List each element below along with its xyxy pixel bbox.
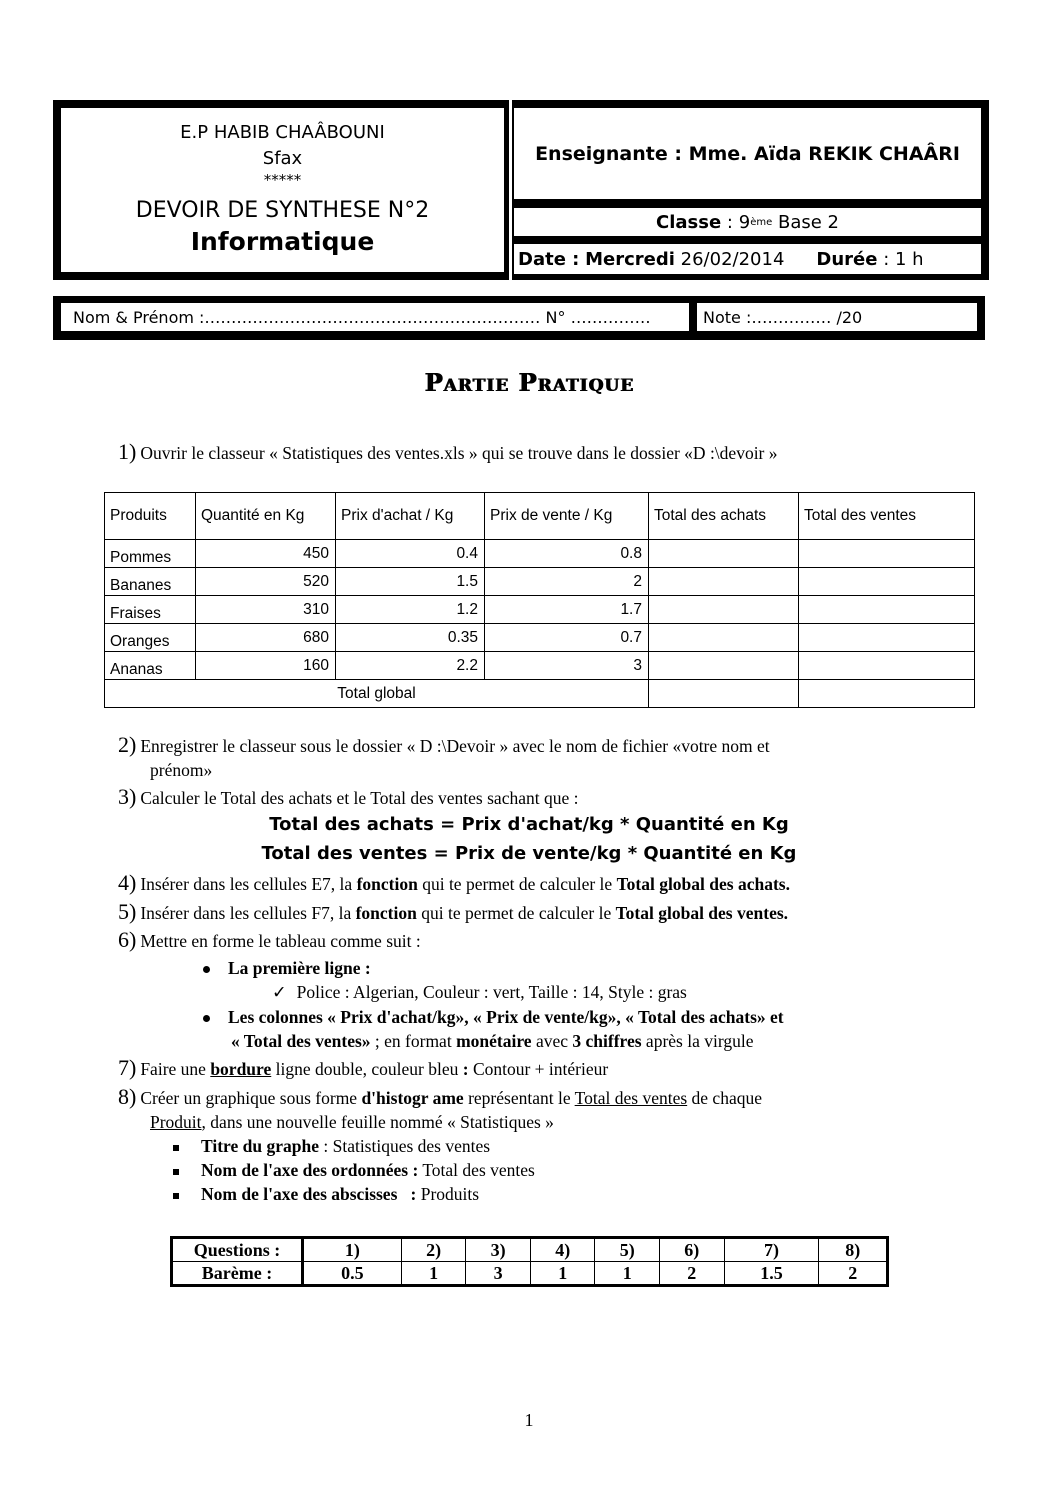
bullet-text: après la virgule <box>641 1031 754 1051</box>
student-info-box <box>53 296 985 340</box>
question-1 <box>118 440 778 465</box>
bareme-points-row <box>172 1262 888 1286</box>
total-global-label: Total global <box>105 680 649 708</box>
question-number: 1) <box>118 439 137 464</box>
question-text: ligne double, couleur bleu <box>271 1059 463 1079</box>
cell-total-global-ventes <box>799 680 975 708</box>
cell-total-achats <box>649 652 799 680</box>
question-number: 7) <box>118 1055 137 1080</box>
page-number: 1 <box>524 1410 534 1430</box>
question-text: Mettre en forme le tableau comme suit : <box>140 931 421 951</box>
cell-achat: 0.35 <box>336 624 485 652</box>
table-row <box>105 596 975 624</box>
question-text: Créer un graphique sous forme <box>140 1088 362 1108</box>
bareme-table <box>170 1236 889 1287</box>
cell-achat: 1.5 <box>336 568 485 596</box>
section-title: Partie Pratique <box>424 368 634 397</box>
question-bold: : <box>462 1059 469 1079</box>
subject-title: Informatique <box>190 227 375 256</box>
question-bold: fonction <box>355 903 417 923</box>
bareme-questions-row <box>172 1238 888 1262</box>
cell-vente: 1.7 <box>485 596 649 624</box>
question-number: 2) <box>118 732 137 757</box>
class-name: Base 2 <box>777 211 839 233</box>
bullet-icon <box>203 1015 210 1022</box>
question-text: Insérer dans les cellules E7, la <box>140 874 357 894</box>
cell-total-achats <box>649 624 799 652</box>
cell-quantite: 450 <box>196 540 336 568</box>
bullet-bold: monétaire <box>456 1031 532 1051</box>
cell-quantite: 680 <box>196 624 336 652</box>
points-cell: 3 <box>466 1262 531 1286</box>
questions-label: Questions : <box>172 1238 303 1262</box>
question-number: 6) <box>118 927 137 952</box>
item-bold: Titre du graphe <box>201 1136 319 1156</box>
student-name-field[interactable]: Nom & Prénom :……………………………………………………… N° …………… <box>61 303 689 331</box>
cell-quantite: 160 <box>196 652 336 680</box>
question-text: Contour + intérieur <box>468 1059 609 1079</box>
check-icon: ✓ <box>272 982 287 1002</box>
question-bold: Total global des ventes. <box>615 903 789 923</box>
sub-bullet-text: Police : Algerian, Couleur : vert, Taille : 14, Style : gras <box>296 982 687 1002</box>
question-8-line2 <box>150 1110 554 1134</box>
question-cell: 7) <box>724 1238 819 1262</box>
table-row <box>105 540 975 568</box>
cell-vente: 0.8 <box>485 540 649 568</box>
bullet-text: La première ligne : <box>228 958 371 978</box>
header-divider <box>509 100 512 280</box>
question-5 <box>118 900 788 925</box>
teacher-name: Mme. Aïda REKIK CHAÂRI <box>688 142 960 165</box>
x-axis-item <box>173 1182 479 1206</box>
teacher-block <box>514 108 981 199</box>
date-value: 26/02/2014 <box>680 248 785 270</box>
cell-achat: 0.4 <box>336 540 485 568</box>
school-city: Sfax <box>262 148 303 169</box>
bullet-first-row <box>203 956 371 980</box>
y-axis-item <box>173 1158 535 1182</box>
total-row <box>105 680 975 708</box>
question-cell: 4) <box>530 1238 595 1262</box>
cell-vente: 3 <box>485 652 649 680</box>
bullet-text: ; en format <box>370 1031 457 1051</box>
stars-divider: ***** <box>263 171 302 189</box>
class-level: 9 <box>738 211 751 233</box>
question-6 <box>118 928 421 953</box>
cell-vente: 2 <box>485 568 649 596</box>
table-row <box>105 652 975 680</box>
cell-vente: 0.7 <box>485 624 649 652</box>
header-prix-achat: Prix d'achat / Kg <box>336 493 485 540</box>
cell-total-ventes <box>799 652 975 680</box>
sub-bullet-police <box>272 980 687 1004</box>
header-quantite: Quantité en Kg <box>196 493 336 540</box>
cell-total-achats <box>649 596 799 624</box>
question-2-line2: prénom» <box>150 760 213 780</box>
item-bold: Nom de l'axe des abscisses : <box>201 1184 417 1204</box>
points-cell: 1 <box>401 1262 466 1286</box>
header-total-ventes: Total des ventes <box>799 493 975 540</box>
cell-quantite: 520 <box>196 568 336 596</box>
question-number: 4) <box>118 870 137 895</box>
cell-produit: Pommes <box>105 540 196 568</box>
cell-produit: Oranges <box>105 624 196 652</box>
question-cell: 8) <box>819 1238 888 1262</box>
question-text: Calculer le Total des achats et le Total des ventes sachant que : <box>140 788 579 808</box>
class-label: Classe <box>656 211 722 233</box>
points-cell: 1.5 <box>724 1262 819 1286</box>
class-sup: ème <box>750 216 773 228</box>
question-bold: fonction <box>356 874 418 894</box>
points-cell: 2 <box>819 1262 888 1286</box>
duration-value: : 1 h <box>883 248 924 270</box>
square-bullet-icon <box>173 1145 179 1151</box>
date-block <box>514 244 981 274</box>
table-header-row <box>105 493 975 540</box>
exam-header <box>53 100 989 280</box>
school-name: E.P HABIB CHAÂBOUNI <box>180 122 385 143</box>
sales-table <box>104 492 975 708</box>
bullet-text: avec <box>531 1031 573 1051</box>
bullet-text: Les colonnes « Prix d'achat/kg», « Prix de vente/kg», « Total des achats» et <box>228 1007 784 1027</box>
chart-title-item <box>173 1134 490 1158</box>
bullet-bold: 3 chiffres <box>572 1031 642 1051</box>
question-number: 3) <box>118 784 137 809</box>
cell-total-ventes <box>799 624 975 652</box>
cell-produit: Ananas <box>105 652 196 680</box>
bullet-columns-line2 <box>231 1029 753 1053</box>
question-text: , dans une nouvelle feuille nommé « Statistiques » <box>201 1112 554 1132</box>
header-total-achats: Total des achats <box>649 493 799 540</box>
cell-quantite: 310 <box>196 596 336 624</box>
duration-label: Durée <box>816 248 878 270</box>
question-bold: Total global des achats. <box>616 874 790 894</box>
question-number: 8) <box>118 1084 137 1109</box>
cell-achat: 2.2 <box>336 652 485 680</box>
question-text: Insérer dans les cellules F7, la <box>140 903 356 923</box>
bareme-label: Barème : <box>172 1262 303 1286</box>
note-field[interactable]: Note :…………… /20 <box>697 303 977 331</box>
question-cell: 3) <box>466 1238 531 1262</box>
question-text: de chaque <box>687 1088 762 1108</box>
square-bullet-icon <box>173 1193 179 1199</box>
formula-achats: Total des achats = Prix d'achat/kg * Quantité en Kg <box>269 814 789 835</box>
header-produits: Produits <box>105 493 196 540</box>
points-cell: 1 <box>595 1262 660 1286</box>
bullet-icon <box>203 966 210 973</box>
teacher-label: Enseignante : <box>535 142 682 165</box>
item-text: Produits <box>416 1184 480 1204</box>
question-text: qui te permet de calculer le <box>417 874 617 894</box>
question-underline: Total des ventes <box>574 1088 688 1108</box>
cell-total-ventes <box>799 540 975 568</box>
question-cell: 1) <box>303 1238 402 1262</box>
question-bold-underline: bordure <box>210 1059 272 1079</box>
question-7 <box>118 1056 608 1081</box>
header-prix-vente: Prix de vente / Kg <box>485 493 649 540</box>
question-number: 5) <box>118 899 137 924</box>
question-bold: d'histogr ame <box>361 1088 464 1108</box>
item-bold: Nom de l'axe des ordonnées : <box>201 1160 419 1180</box>
formula-ventes: Total des ventes = Prix de vente/kg * Quantité en Kg <box>261 843 797 864</box>
table-row <box>105 624 975 652</box>
question-8 <box>118 1085 762 1110</box>
points-cell: 1 <box>530 1262 595 1286</box>
cell-produit: Bananes <box>105 568 196 596</box>
cell-total-ventes <box>799 568 975 596</box>
cell-produit: Fraises <box>105 596 196 624</box>
points-cell: 2 <box>660 1262 725 1286</box>
question-underline: Produit <box>150 1112 202 1132</box>
date-label: Date : <box>518 248 580 270</box>
exam-title: DEVOIR DE SYNTHESE N°2 <box>135 198 430 223</box>
question-text: représentant le <box>463 1088 575 1108</box>
points-cell: 0.5 <box>303 1262 402 1286</box>
question-text: Enregistrer le classeur sous le dossier « D :\Devoir » avec le nom de fichier «votre nom et <box>140 736 770 756</box>
question-cell: 6) <box>660 1238 725 1262</box>
bullet-bold: « Total des ventes» <box>231 1031 371 1051</box>
question-text: Ouvrir le classeur « Statistiques des ventes.xls » qui se trouve dans le dossier «D :\devoir » <box>140 443 778 463</box>
bullet-columns <box>203 1005 784 1029</box>
question-3 <box>118 785 578 810</box>
cell-total-achats <box>649 568 799 596</box>
question-cell: 2) <box>401 1238 466 1262</box>
cell-achat: 1.2 <box>336 596 485 624</box>
cell-total-global-achats <box>649 680 799 708</box>
school-block <box>61 108 504 272</box>
date-day: Mercredi <box>585 248 675 270</box>
item-text: : Statistiques des ventes <box>318 1136 491 1156</box>
class-sep: : <box>726 211 733 233</box>
question-4 <box>118 871 790 896</box>
class-block <box>514 208 981 236</box>
cell-total-achats <box>649 540 799 568</box>
question-cell: 5) <box>595 1238 660 1262</box>
question-text: Faire une <box>140 1059 211 1079</box>
square-bullet-icon <box>173 1169 179 1175</box>
cell-total-ventes <box>799 596 975 624</box>
item-text: Total des ventes <box>418 1160 535 1180</box>
question-text: qui te permet de calculer le <box>416 903 616 923</box>
question-2 <box>118 733 770 758</box>
table-row <box>105 568 975 596</box>
